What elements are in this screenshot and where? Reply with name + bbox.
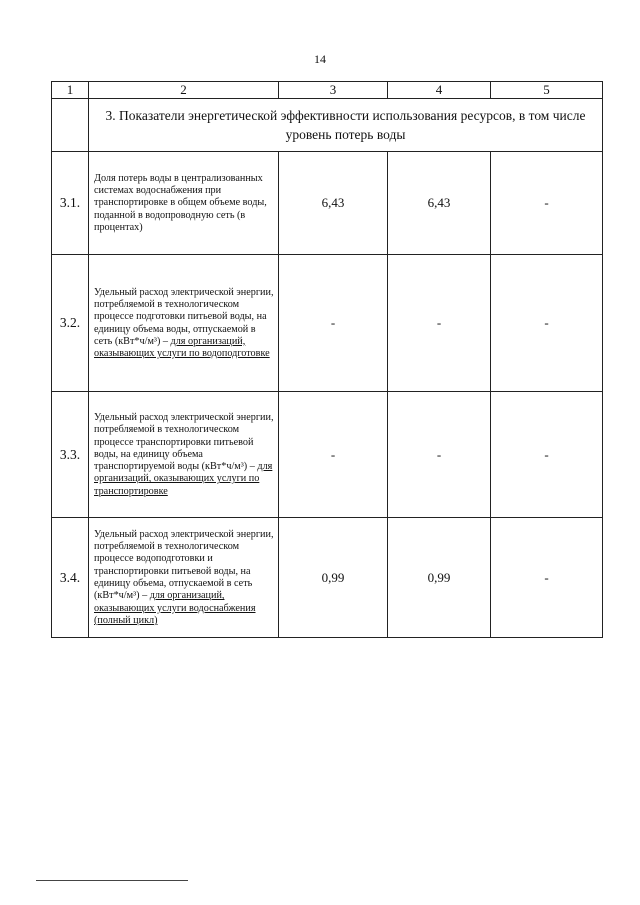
row-description: Доля потерь воды в централизованных системах водоснабжения при транспортировке в общем объеме воды, поданной в водопроводную сеть (в процентах) (89, 152, 279, 255)
cell-col3: 0,99 (279, 518, 388, 638)
cell-col4: 0,99 (388, 518, 491, 638)
table-row (52, 255, 603, 392)
section-row (52, 99, 603, 152)
column-header: 2 (89, 82, 279, 99)
cell-col5: - (491, 392, 603, 518)
page-number: 14 (314, 52, 326, 66)
column-header: 4 (388, 82, 491, 99)
section-title: 3. Показатели энергетической эффективности использования ресурсов, в том числе уровень потерь воды (89, 99, 603, 152)
cell-col5: - (491, 255, 603, 392)
row-description: Удельный расход электрической энергии, потребляемой в технологическом процессе транспортировки питьевой воды, на единицу объема транспортируемой воды (кВт*ч/м³) – для организаций, оказывающих услуги по транспортировке (89, 392, 279, 518)
row-number: 3.4. (52, 518, 89, 638)
footnote-divider (36, 880, 188, 881)
cell-col3: - (279, 392, 388, 518)
row-number: 3.2. (52, 255, 89, 392)
column-header-row (52, 82, 603, 99)
cell-col3: 6,43 (279, 152, 388, 255)
row-description: Удельный расход электрической энергии, потребляемой в технологическом процессе подготовки питьевой воды, на единицу объема воды, отпускаемой в сеть (кВт*ч/м³) – для организаций, оказывающих услуги по водоподготовке (89, 255, 279, 392)
column-header: 3 (279, 82, 388, 99)
column-header: 1 (52, 82, 89, 99)
cell-col5: - (491, 152, 603, 255)
cell-col4: - (388, 392, 491, 518)
table-row (52, 392, 603, 518)
table-row (52, 518, 603, 638)
cell-col3: - (279, 255, 388, 392)
indicators-table (51, 81, 603, 638)
row-number: 3.3. (52, 392, 89, 518)
cell-col4: 6,43 (388, 152, 491, 255)
cell-col4: - (388, 255, 491, 392)
cell-col5: - (491, 518, 603, 638)
row-number: 3.1. (52, 152, 89, 255)
table-row (52, 152, 603, 255)
row-description: Удельный расход электрической энергии, потребляемой в технологическом процессе водоподготовки и транспортировки питьевой воды, на единицу объема, отпускаемой в сеть (кВт*ч/м³) – для организаций, оказывающих услуги водоснабжения (полный цикл) (89, 518, 279, 638)
column-header: 5 (491, 82, 603, 99)
